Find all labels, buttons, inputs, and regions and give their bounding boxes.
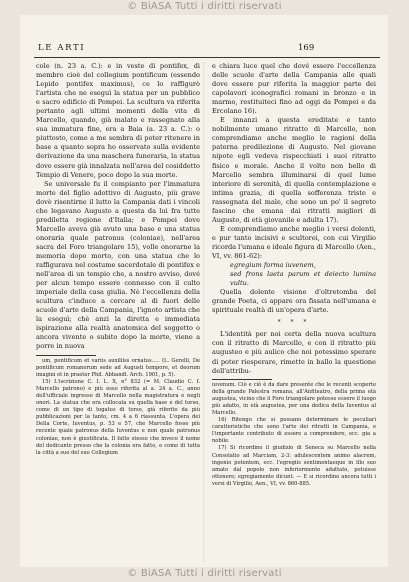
watermark-top: © BiASA Tutti i diritti riservati bbox=[127, 1, 282, 12]
footnote: 16) Ritengo che si possano determinare le peculiari caratteristiche che sono l'arte dei ritratti in Campania, e l'importante contributo di essere a comprendere, ecc. gia a nobile. bbox=[212, 417, 376, 445]
right-column bbox=[212, 62, 376, 488]
verse-line: egregium forma iuvenem, bbox=[230, 261, 316, 270]
running-header bbox=[20, 43, 388, 55]
left-column bbox=[36, 62, 200, 457]
header-rule bbox=[34, 57, 380, 58]
running-title: LE ARTI bbox=[38, 43, 86, 53]
footnote-rule bbox=[36, 355, 96, 356]
body-paragraph: E comprendiamo anche meglio i versi dolenti, e pur tanto incisivi e scultorei, con cui Virgilio ricorda l'umana e ideale figura di Marcello (Aen., VI, vv. 861-62): bbox=[212, 224, 376, 260]
footnotes bbox=[36, 358, 200, 457]
body-paragraph: Quella dolente visione d'oltretomba del grande Poeta, ci appare ora fissata nell'umana e spirituale realtà di un'opera d'arte. bbox=[212, 288, 376, 315]
verse-line: sed frons laeta parum et deiecto lumina vultu. bbox=[230, 270, 376, 288]
footnote-rule bbox=[212, 379, 272, 380]
footnote: iuvenum. Ciò e ciò è da dare presente che le recenti scoperte della grande Palestra romana, all'Anfiteatro, della prima età augustea, vicino che il Foro triangolare potesse essere il luogo più adatto, in età augustea, per una dedica della Iuventus al Marcello. bbox=[212, 381, 376, 416]
body-paragraph: Se universale fu il compianto per l'immatura morte del figlio adottivo di Augusto, più grave dovè risentirne il lutto la Campania dati i vincoli che legavano Augusto a questa da lui fra tutte prediletta regione d'Italia; e Pompei dove Marcello aveva già avuto una base e una statua onoraria quale patronus (coloniae), nell'area sacra del Foro triangolare 15), volle onorarne la memoria dopo morto, con una statua che lo raffigurava nel costume sacerdotale di pontifex e nell'area di un tempio che, a nostro avviso, dové per alcun tempo essere connesso con il culto imperiale della casa giulia. Nè l'eccellenza della scultura c'induce a cercare al di fuori delle scuole d'arte della Campania, l'ignoto artista che la eseguì; chè anzi la diretta e immediata ispirazione alla realtà anatomica del soggetto o ancora vivente o subito dopo la morte, viene a porre in nuova bbox=[36, 179, 200, 351]
watermark-bottom: © BiASA Tutti i diritti riservati bbox=[127, 568, 282, 579]
footnotes bbox=[212, 382, 376, 488]
column-gutter bbox=[203, 62, 204, 562]
footnote: um, pontificum et variis auxiliiss ornatus..... (L. Gerelli, De pontificum romanorum sede ad Augusti tempore, et deorum imagini et in praeter Phil. Abhandl. Arch. 1901, p. 5). bbox=[36, 357, 200, 378]
body-paragraph: e chiara luce quel che dové essere l'eccellenza delle scuole d'arte della Campania alle quali dove essere pur riferita la maggior parte dei capolavori iconografici romani in bronzo e in marmo, restituiteci fino ad oggi da Pompei e da Ercolano 16). bbox=[212, 62, 376, 116]
footnote: 17) Si ricordino il giudizio di Seneca su Marcello nella Consolatio ad Marciam, 2-3: adulescentem animo alacrem, ingenio potentem, ecc. l'egregiis sentimentaeque in illo suo amato dal popolo non inferiormente adattato, potuisse ottenere; egregiamente dicunt. — E si ricordino ancora tutti i versi di Virgilio, Aen., VI, vv. 860-885. bbox=[212, 445, 376, 487]
page-number: 169 bbox=[298, 43, 315, 53]
page bbox=[20, 15, 388, 567]
body-paragraph: cole (n. 23 a. C.): e in veste di pontifex, di membro cioè del collegium pontificum (essendo Lepido pontifex maximus), ce lo raffigurò l'artista che ne eseguì la statua per un pubblico e sacro edificio di Pompei. La scultura va riferita pertanto agli ultimi momenti della vita di Marcello, quando, già malato e rassegnato alla sua immatura fine, era a Baia (a. 23 a. C.): o piuttosto, come a me sembra di poter ritenere in base a quanto sopra ho osservato sulla evidente derivazione da una maschera funeraria, la statua dove essere già innalzata nell'area del cosiddetto Tempio di Venere, poco dopo la sua morte. bbox=[36, 62, 200, 179]
body-paragraph: E innanzi a questa ereditate e tanto nobilmente umano ritratto di Marcello, non comprendiamo anche meglio le ragioni della paterna predilezione di Augusto. Nel giovane nipote egli vedeva rispecchiati i suoi ritratto fisico e morale. Anche il volto non bello di Marcello sembra illuminarsi di quel lume interiore di serenità, di quella contemplazione e intima grazia, di quella sofferenza triste e rassegnata del male, che sono un po' il segreto fascino che emana dai ritratti migliori di Augusto, di età giovanile e adulta 17). bbox=[212, 116, 376, 224]
body-paragraph: L'identità per noi certa della nuova scultura con il ritratto di Marcello, e con il ritratto più augusteo e più aulico che noi potessimo sperare di poter riesperare, rimette in ballo la questione dell'attribu- bbox=[212, 330, 376, 375]
section-separator: * * * bbox=[277, 319, 311, 327]
footnote: 15) L'iscrizione C. I. L. X, n° 832 (= M. Claudio C. f. Marcello patrono) e più esso riferita al a. 24 a. C., anno dell'ufficiale ingresso di Marcello nella magistratura e negli onori. La statua che era collocata su quella base e del torso, come di un tipo di togatus di torso, già riferito da più pubblicazioni per la tanto, cm. 4 a 6 riassunta. L'opera dei Della Corte, Iuventus, p. 53 e 57, che Marcello fosse più recente quale patronus della Iuventus e non quale patronus coloniae, non è giustificata. Il fatto stesso che invece il nome del dedicante presso che la colonia era fatto, e come di tutta la città a suo del suo Collegium bbox=[36, 378, 200, 456]
